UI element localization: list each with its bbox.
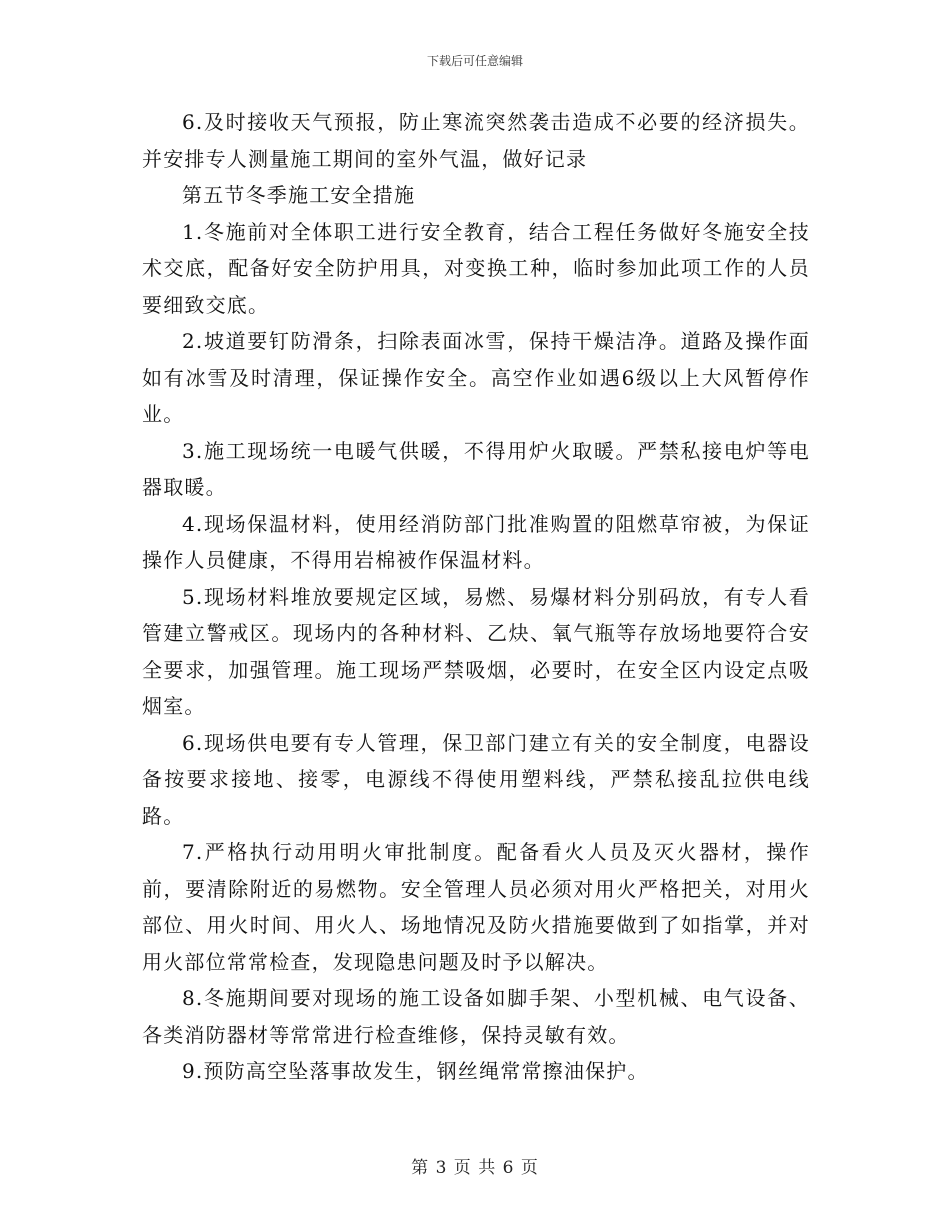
paragraph-item-2: 2.坡道要钉防滑条，扫除表面冰雪，保持干燥洁净。道路及操作面如有冰雪及时清理，保证操作安全。高空作业如遇6级以上大风暂停作业。 — [142, 329, 810, 426]
page-number-footer: 第 3 页 共 6 页 — [411, 1158, 539, 1178]
paragraph-item-1: 1.冬施前对全体职工进行安全教育，结合工程任务做好冬施安全技术交底，配备好安全防护用具，对变换工种，临时参加此项工作的人员要细致交底。 — [142, 219, 810, 317]
page-header: 下载后可任意编辑 — [426, 54, 523, 68]
paragraph-item-8: 8.冬施期间要对现场的施工设备如脚手架、小型机械、电气设备、各类消防器材等常常进行检查维修，保持灵敏有效。 — [142, 986, 810, 1047]
paragraph-item-3: 3.施工现场统一电暖气供暖，不得用炉火取暖。严禁私接电炉等电器取暖。 — [142, 438, 810, 499]
section-heading: 第五节冬季施工安全措施 — [182, 183, 416, 207]
paragraph-item-9: 9.预防高空坠落事故发生，钢丝绳常常擦油保护。 — [182, 1059, 649, 1083]
document-body — [142, 104, 810, 1090]
paragraph-weather-forecast: 6.及时接收天气预报，防止寒流突然袭击造成不必要的经济损失。并安排专人测量施工期间的室外气温，做好记录 — [142, 110, 810, 171]
paragraph-item-7: 7.严格执行动用明火审批制度。配备看火人员及灭火器材，操作前，要清除附近的易燃物。安全管理人员必须对用火严格把关，对用火部位、用火时间、用火人、场地情况及防火措施要做到了如指掌，并对用火部位常常检查，发现隐患问题及时予以解决。 — [142, 840, 810, 974]
paragraph-item-5: 5.现场材料堆放要规定区域，易燃、易爆材料分别码放，有专人看管建立警戒区。现场内的各种材料、乙炔、氧气瓶等存放场地要符合安全要求，加强管理。施工现场严禁吸烟，必要时，在安全区内设定点吸烟室。 — [142, 584, 810, 718]
paragraph-item-6: 6.现场供电要有专人管理，保卫部门建立有关的安全制度，电器设备按要求接地、接零，电源线不得使用塑料线，严禁私接乱拉供电线路。 — [142, 730, 810, 828]
paragraph-item-4: 4.现场保温材料，使用经消防部门批准购置的阻燃草帘被，为保证操作人员健康，不得用岩棉被作保温材料。 — [142, 511, 810, 572]
